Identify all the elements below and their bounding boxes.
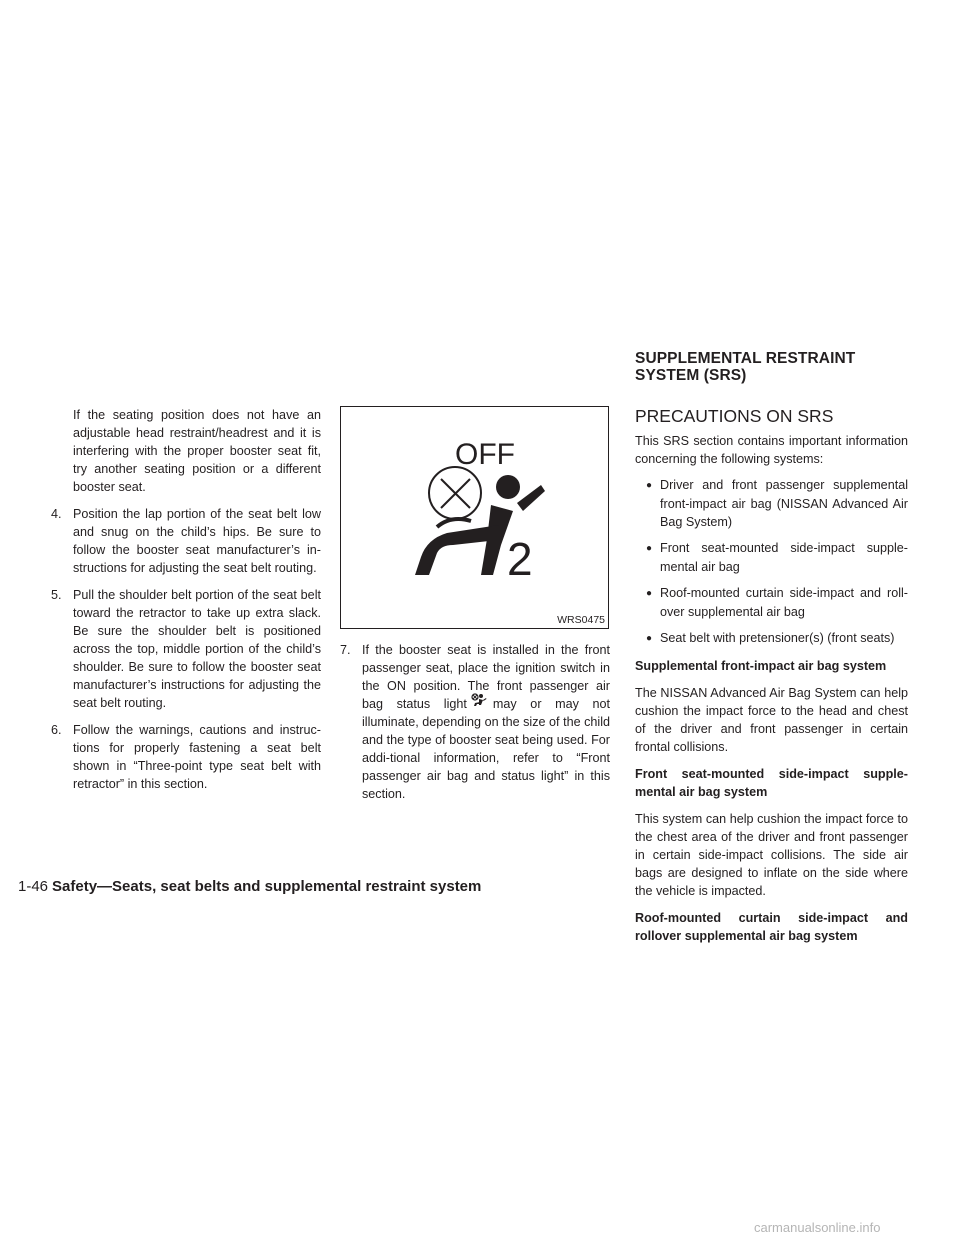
side-impact-heading: Front seat-mounted side-impact supple-mental air bag system [635, 767, 908, 799]
bullet-icon: ● [646, 633, 653, 644]
list-item: ● Roof-mounted curtain side-impact and roll-over supplemental air bag [646, 586, 908, 619]
side-impact-text: This system can help cushion the impact force to the chest area of the driver and front passenger in certain side-impact collisions. The side air bags are designed to inflate on the side where the vehicle is impacted. [635, 812, 908, 898]
section-title: SUPPLEMENTAL RESTRAINT SYSTEM (SRS) [635, 350, 856, 384]
right-column [635, 350, 908, 945]
page-footer [18, 878, 481, 896]
bullet-icon: ● [646, 480, 653, 491]
step-7 [340, 641, 610, 803]
step-text: Follow the warnings, cautions and instruc-tions for properly fastening a seat belt shown in “Three-point type seat belt with retractor” in this section. [73, 723, 321, 791]
chapter-title: Safety—Seats, seat belts and supplemental restraint system [52, 878, 482, 895]
passenger-airbag-off-icon [341, 407, 608, 628]
front-impact-text: The NISSAN Advanced Air Bag System can help cushion the impact force to the head and chest of the driver and front passenger in certain frontal collisions. [635, 686, 908, 754]
step-text: Pull the shoulder belt portion of the seat belt toward the retractor to take up extra slack. Be sure the shoulder belt is positioned across the top, middle portion of the child’s shoulder. Be sure to follow the booster seat manufacturer’s instructions for adjusting the seat belt routing. [73, 588, 321, 710]
step-number: 4. [51, 507, 62, 521]
step-text-after-icon: may or may not illuminate, depending on the size of the child and the type of booster seat being used. For addi-tional information, refer to “Front passenger air bag and status light” in this section. [362, 697, 610, 801]
list-item: ● Seat belt with pretensioner(s) (front seats) [635, 629, 908, 648]
airbag-status-icon [467, 696, 493, 710]
list-item: ● Driver and front passenger supplemental front-impact air bag (NISSAN Advanced Air Bag System) [646, 478, 908, 529]
bullet-icon: ● [646, 543, 653, 554]
step-5 [51, 586, 321, 712]
off-label: OFF [455, 438, 515, 471]
step-number: 6. [51, 723, 62, 737]
step-number: 5. [51, 588, 62, 602]
middle-column [340, 632, 610, 803]
step-4 [51, 505, 321, 577]
airbag-off-figure [340, 406, 609, 629]
subsection-title: PRECAUTIONS ON SRS [635, 406, 834, 426]
bullet-icon: ● [646, 588, 653, 599]
front-impact-heading: Supplemental front-impact air bag system [635, 659, 887, 673]
left-column [51, 406, 321, 793]
watermark: carmanualsonline.info [754, 1220, 881, 1235]
step-number: 7. [340, 643, 351, 657]
step-6 [51, 721, 321, 793]
step-text-before-icon: If the booster seat is installed in the front passenger seat, place the ignition switch in the ON position. The front passenger air bag status light [362, 643, 610, 711]
list-item: ● Front seat-mounted side-impact supple-mental air bag [646, 541, 908, 574]
curtain-heading: Roof-mounted curtain side-impact and rollover supplemental air bag system [635, 911, 908, 943]
step-text: Position the lap portion of the seat belt low and snug on the child’s hips. Be sure to follow the booster seat manufacturer’s in-structions for adjusting the seat belt routing. [73, 507, 321, 575]
page-number: 1-46 [18, 878, 49, 895]
srs-intro: This SRS section contains important information concerning the following systems: [635, 434, 908, 466]
seat-number: 2 [507, 533, 533, 585]
figure-code: WRS0475 [557, 614, 605, 626]
booster-seat-intro: If the seating position does not have an adjustable head restraint/headrest and it is interfering with the proper booster seat fit, try another seating position or a different booster seat. [73, 408, 321, 494]
